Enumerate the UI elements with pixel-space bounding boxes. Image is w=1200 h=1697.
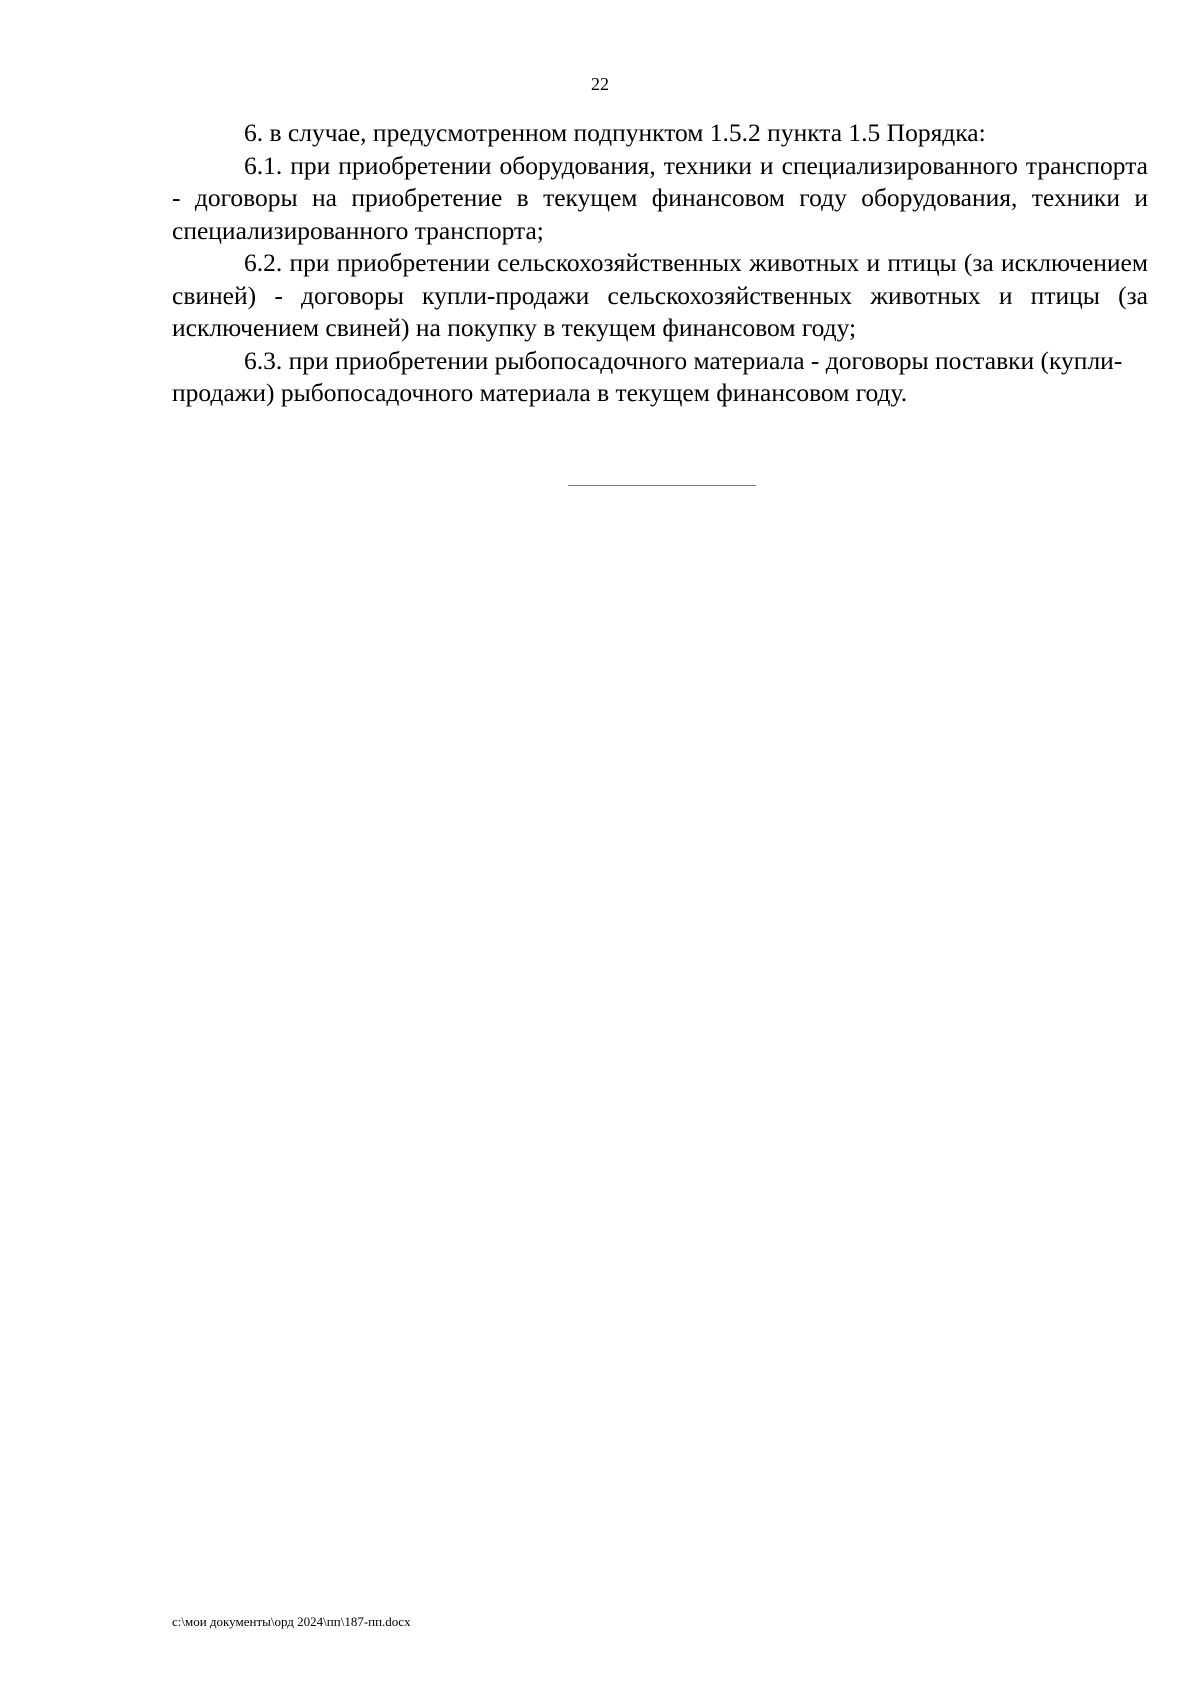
end-separator-line: [568, 485, 756, 486]
paragraph-item-6-3: 6.3. при приобретении рыбопосадочного материала - договоры поставки (купли-продажи) рыбопосадочного материала в текущем финансовом году.: [172, 345, 1123, 407]
paragraph-item-6-2: 6.2. при приобретении сельскохозяйственных животных и птицы (за исключением свиней) - договоры купли-продажи сельскохозяйственных животных и птицы (за исключением свиней) на покупку в текущем финансовом году;: [172, 248, 1148, 342]
paragraph-item-6: 6. в случае, предусмотренном подпунктом 1.5.2 пункта 1.5 Порядка:: [244, 118, 986, 147]
document-body: [172, 117, 1148, 410]
footer-file-path: c:\мои документы\орд 2024\пп\187-пп.docx: [172, 1614, 411, 1629]
paragraph-item-6-1: 6.1. при приобретении оборудования, техники и специализированного транспорта - договоры на приобретение в текущем финансовом году оборудования, техники и специализированного транспорта;: [172, 150, 1148, 245]
page-number: 22: [591, 74, 609, 94]
